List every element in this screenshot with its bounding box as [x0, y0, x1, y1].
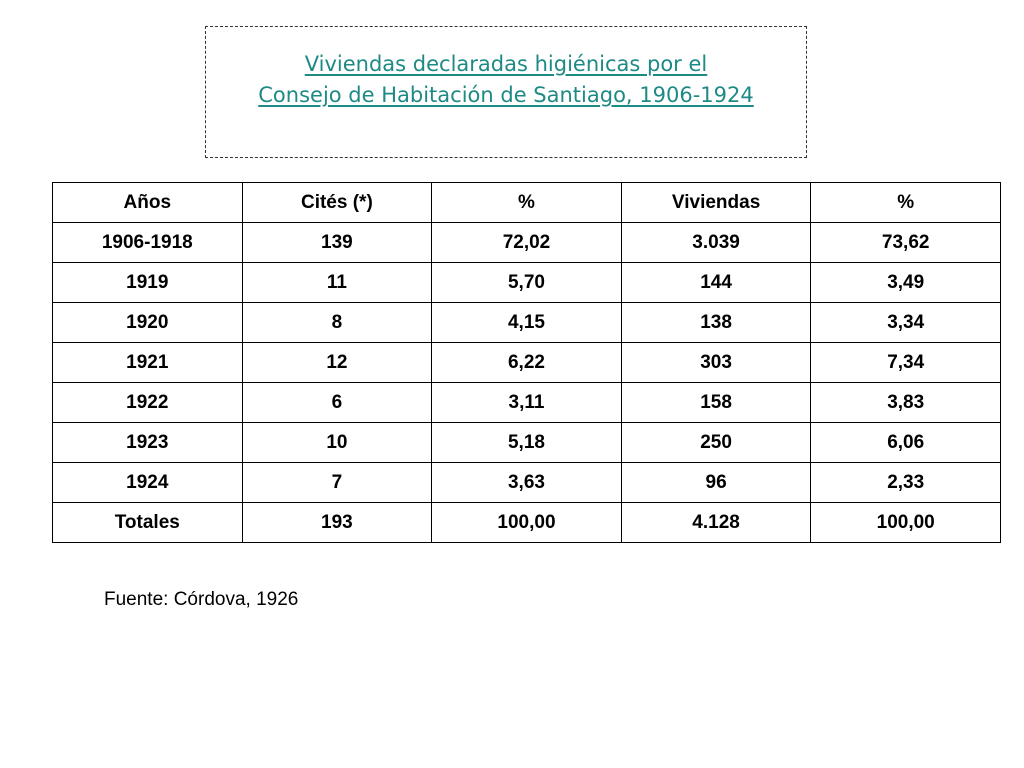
table-cell: 138: [621, 303, 811, 343]
table-row: [53, 383, 1001, 423]
table-cell: 96: [621, 463, 811, 503]
totals-row: [53, 503, 1001, 543]
table-cell: 72,02: [432, 223, 622, 263]
table-cell: 1920: [53, 303, 243, 343]
table-cell: 5,18: [432, 423, 622, 463]
table-cell: 4.128: [621, 503, 811, 543]
table-cell: 3,11: [432, 383, 622, 423]
table-cell: 8: [242, 303, 432, 343]
table-cell: 144: [621, 263, 811, 303]
header-cell-viviendas-percent: %: [811, 183, 1001, 223]
table-cell: 1923: [53, 423, 243, 463]
table-cell: 3,83: [811, 383, 1001, 423]
page-title: [206, 49, 806, 111]
table-cell: Totales: [53, 503, 243, 543]
table-row: [53, 423, 1001, 463]
header-cell-anos: Años: [53, 183, 243, 223]
table-cell: 11: [242, 263, 432, 303]
title-box: [205, 26, 807, 158]
table-cell: 158: [621, 383, 811, 423]
table-row: [53, 343, 1001, 383]
table-cell: 4,15: [432, 303, 622, 343]
table-cell: 1921: [53, 343, 243, 383]
table-cell: 250: [621, 423, 811, 463]
table-cell: 6,06: [811, 423, 1001, 463]
source-note: Fuente: Córdova, 1926: [104, 589, 299, 610]
table-cell: 5,70: [432, 263, 622, 303]
header-row: [53, 183, 1001, 223]
table-row: [53, 263, 1001, 303]
header-cell-viviendas: Viviendas: [621, 183, 811, 223]
table-cell: 2,33: [811, 463, 1001, 503]
table-cell: 73,62: [811, 223, 1001, 263]
table-row: [53, 463, 1001, 503]
table-row: [53, 303, 1001, 343]
header-cell-cites: Cités (*): [242, 183, 432, 223]
data-table: [52, 182, 1001, 543]
table-cell: 100,00: [811, 503, 1001, 543]
title-line-2: Consejo de Habitación de Santiago, 1906-1924: [258, 83, 754, 107]
table-cell: 12: [242, 343, 432, 383]
table-cell: 1919: [53, 263, 243, 303]
table-cell: 303: [621, 343, 811, 383]
table-cell: 7: [242, 463, 432, 503]
table-cell: 193: [242, 503, 432, 543]
header-cell-cites-percent: %: [432, 183, 622, 223]
table-cell: 6,22: [432, 343, 622, 383]
title-line-1: Viviendas declaradas higiénicas por el: [304, 52, 708, 76]
table-cell: 3,63: [432, 463, 622, 503]
table-row: [53, 223, 1001, 263]
table-cell: 1922: [53, 383, 243, 423]
table-cell: 100,00: [432, 503, 622, 543]
table-cell: 139: [242, 223, 432, 263]
table-cell: 3,49: [811, 263, 1001, 303]
table-cell: 3,34: [811, 303, 1001, 343]
table-cell: 1924: [53, 463, 243, 503]
table-cell: 7,34: [811, 343, 1001, 383]
table-cell: 6: [242, 383, 432, 423]
table-cell: 1906-1918: [53, 223, 243, 263]
table-cell: 10: [242, 423, 432, 463]
table-cell: 3.039: [621, 223, 811, 263]
